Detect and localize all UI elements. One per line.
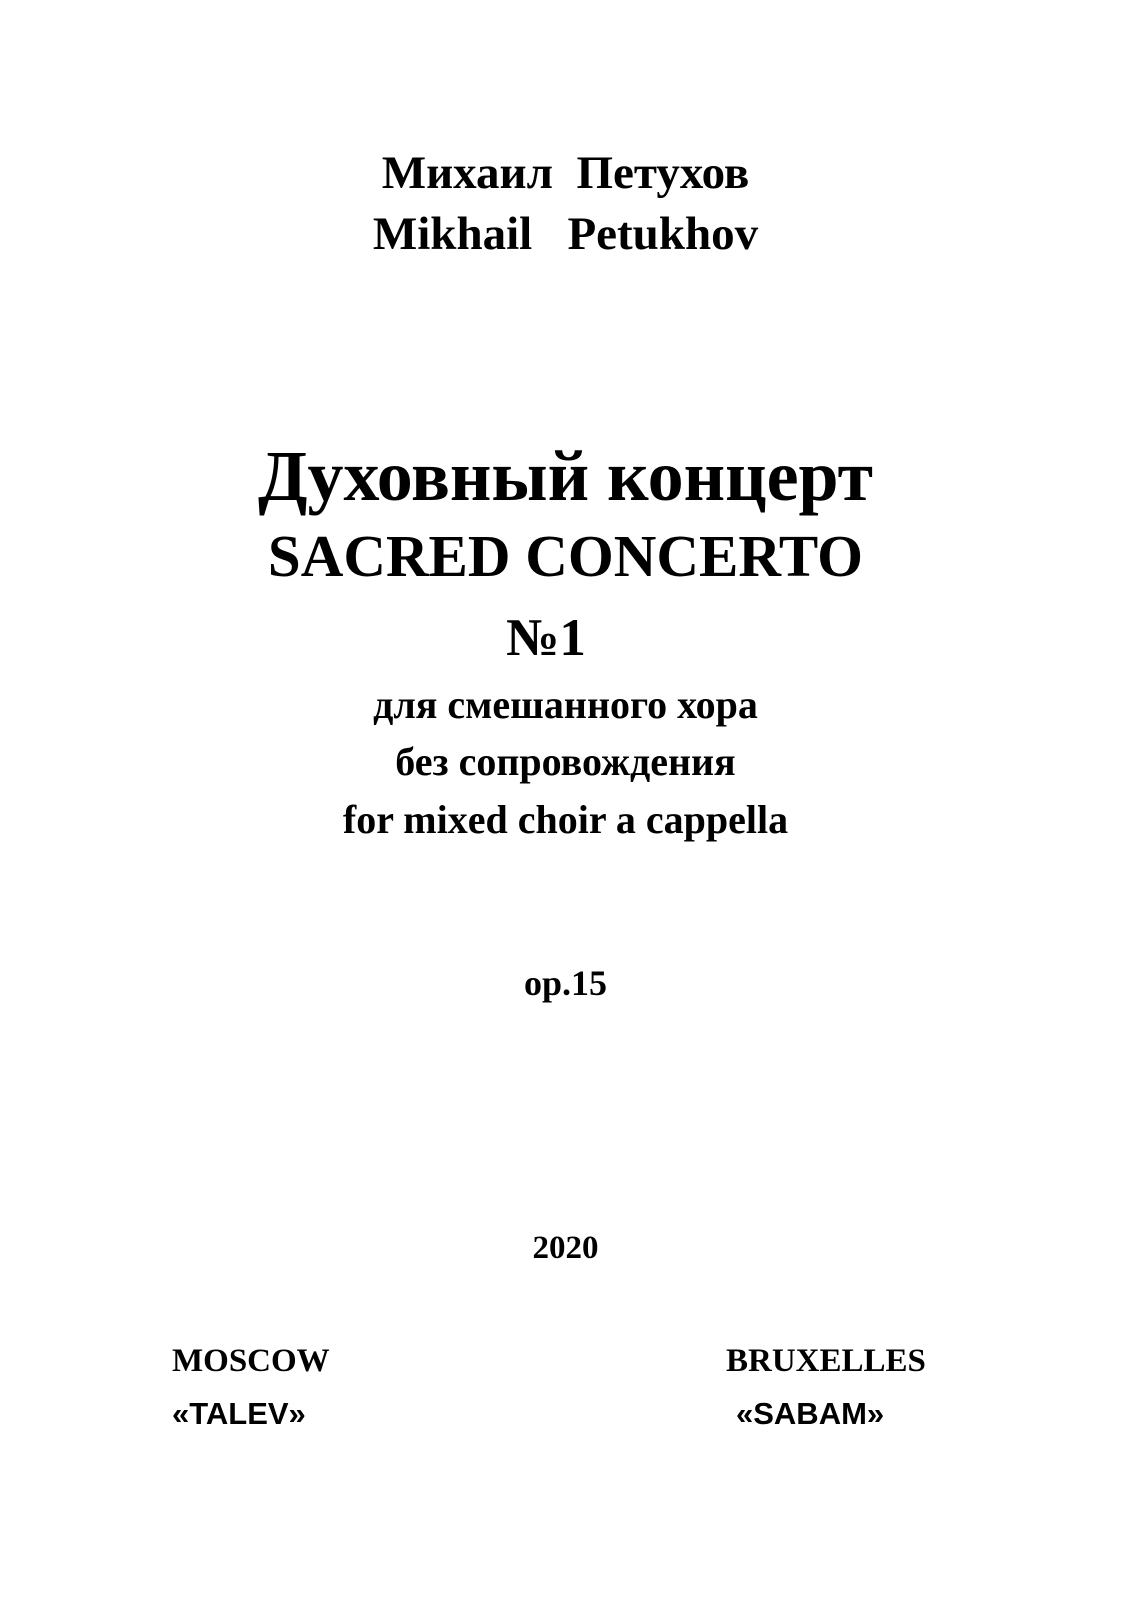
composer-name-russian: Михаил Петухов [381, 147, 750, 199]
subtitle-russian-line-2: без сопровождения [395, 739, 736, 784]
publisher-name-talev: «TALEV» [172, 1396, 306, 1431]
publisher-city-moscow: MOSCOW [172, 1343, 330, 1379]
publisher-city-bruxelles: BRUXELLES [726, 1343, 926, 1379]
subtitle-russian-line-1: для смешанного хора [373, 682, 758, 727]
publication-year: 2020 [532, 1230, 599, 1266]
work-number: №1 [506, 609, 586, 667]
work-title-russian: Духовный концерт [258, 436, 873, 516]
subtitle-english: for mixed choir a cappella [342, 797, 789, 842]
publisher-name-sabam: «SABAM» [736, 1396, 885, 1431]
work-title-english: SACRED CONCERTO [267, 523, 864, 589]
composer-name-english: Mikhail Petukhov [372, 208, 759, 260]
opus-number: op.15 [523, 963, 608, 1003]
